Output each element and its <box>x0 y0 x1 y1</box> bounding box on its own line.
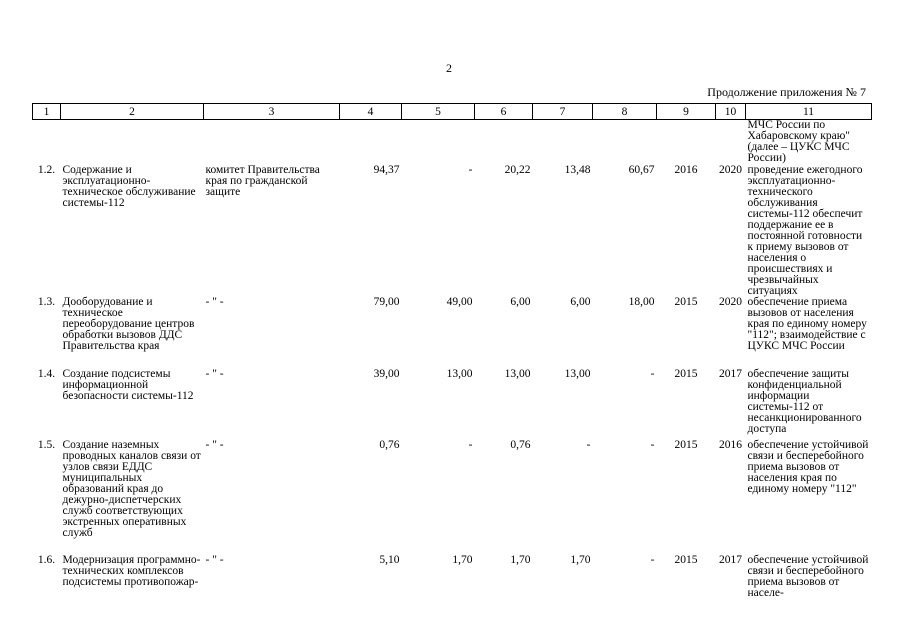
column-header: 10 <box>716 104 746 120</box>
row-number: 1.6. <box>37 554 56 566</box>
column-header: 6 <box>475 104 533 120</box>
amount-col-6: 1,70 <box>510 554 531 566</box>
column-header: 2 <box>61 104 204 120</box>
end-year: 2016 <box>719 439 742 451</box>
amount-col-7: 1,70 <box>570 554 591 566</box>
amount-col-6: 13,00 <box>504 368 531 380</box>
activity-name: Содержание и эксплуатационно-техническое обслуживание системы-112 <box>62 164 196 209</box>
amount-col-6: 6,00 <box>510 296 531 308</box>
amount-col-5: - <box>468 164 473 176</box>
column-header: 7 <box>533 104 593 120</box>
column-header: 5 <box>402 104 475 120</box>
total-amount: 0,76 <box>379 439 400 451</box>
carryover-row <box>33 120 872 166</box>
total-amount: 94,37 <box>373 164 400 176</box>
column-header: 11 <box>746 104 872 120</box>
amount-col-8: 18,00 <box>628 296 655 308</box>
table-row <box>33 555 872 599</box>
executor: - " - <box>205 439 224 451</box>
amount-col-8: - <box>650 368 655 380</box>
column-header: 8 <box>593 104 657 120</box>
amount-col-7: 13,00 <box>564 368 591 380</box>
amount-col-7: 6,00 <box>570 296 591 308</box>
executor: - " - <box>205 368 224 380</box>
row-number: 1.3. <box>37 296 56 308</box>
table-row <box>33 369 872 440</box>
amount-col-5: 13,00 <box>446 368 473 380</box>
appendix-continuation-label: Продолжение приложения № 7 <box>707 85 866 99</box>
expected-result: обеспечение защиты конфиденциальной информации системы-112 от несанкционированного доступа <box>747 368 862 435</box>
table-header-row <box>33 104 872 120</box>
row-number: 1.2. <box>37 164 56 176</box>
amount-col-7: 13,48 <box>564 164 591 176</box>
executor: комитет Правительства края по гражданской защите <box>205 164 320 198</box>
start-year: 2016 <box>674 164 698 176</box>
expected-result: обеспечение устойчивой связи и бесперебойного приема вызовов от населения края по единому номеру "112" <box>747 439 869 495</box>
column-header: 4 <box>340 104 402 120</box>
activity-name: Дооборудование и техническое переоборудование центров обработки вызовов ДДС Правительства края <box>62 296 195 352</box>
table-row <box>33 440 872 555</box>
expected-result: проведение ежегодного эксплуатационно-технического обслуживания системы-112 обеспечит поддержание ее в постоянной готовности к приему вызовов от населения о происшествиях и чрезвычайных ситуациях <box>747 164 863 297</box>
column-header: 3 <box>204 104 340 120</box>
amount-col-8: - <box>650 439 655 451</box>
total-amount: 39,00 <box>373 368 400 380</box>
end-year: 2020 <box>719 296 742 308</box>
expected-result: обеспечение устойчивой связи и бесперебойного приема вызовов от населе- <box>747 554 869 599</box>
table-row <box>33 165 872 297</box>
end-year: 2017 <box>719 368 742 380</box>
start-year: 2015 <box>674 368 698 380</box>
amount-col-8: - <box>650 554 655 566</box>
carryover-text: МЧС России по Хабаровскому краю" (далее – ЦУКС МЧС России) <box>747 119 850 164</box>
table-row <box>33 297 872 369</box>
amount-col-5: - <box>468 439 473 451</box>
end-year: 2020 <box>719 164 742 176</box>
total-amount: 79,00 <box>373 296 400 308</box>
activity-name: Модернизация программно-технических комплексов подсистемы противопожар- <box>62 554 201 588</box>
expected-result: обеспечение приема вызовов от населения края по единому номеру "112"; взаимодействие с ЦУКС МЧС России <box>747 296 867 352</box>
page-number: 2 <box>446 61 452 75</box>
activity-name: Создание подсистемы информационной безопасности системы-112 <box>62 368 194 402</box>
activity-name: Создание наземных проводных каналов связи от узлов связи ЕДДС муниципальных образований края до дежурно-диспетчерских служб соответствующих экстренных оперативных служб <box>62 439 201 539</box>
executor: - " - <box>205 296 224 308</box>
appendix-table <box>32 103 872 599</box>
row-number: 1.5. <box>37 439 56 451</box>
amount-col-6: 0,76 <box>510 439 531 451</box>
total-amount: 5,10 <box>379 554 400 566</box>
amount-col-7: - <box>586 439 591 451</box>
amount-col-6: 20,22 <box>504 164 531 176</box>
start-year: 2015 <box>674 554 698 566</box>
end-year: 2017 <box>719 554 742 566</box>
executor: - " - <box>205 554 224 566</box>
start-year: 2015 <box>674 439 698 451</box>
row-number: 1.4. <box>37 368 56 380</box>
amount-col-5: 1,70 <box>452 554 473 566</box>
column-header: 9 <box>657 104 716 120</box>
column-header: 1 <box>33 104 61 120</box>
amount-col-8: 60,67 <box>628 164 655 176</box>
amount-col-5: 49,00 <box>446 296 473 308</box>
start-year: 2015 <box>674 296 698 308</box>
